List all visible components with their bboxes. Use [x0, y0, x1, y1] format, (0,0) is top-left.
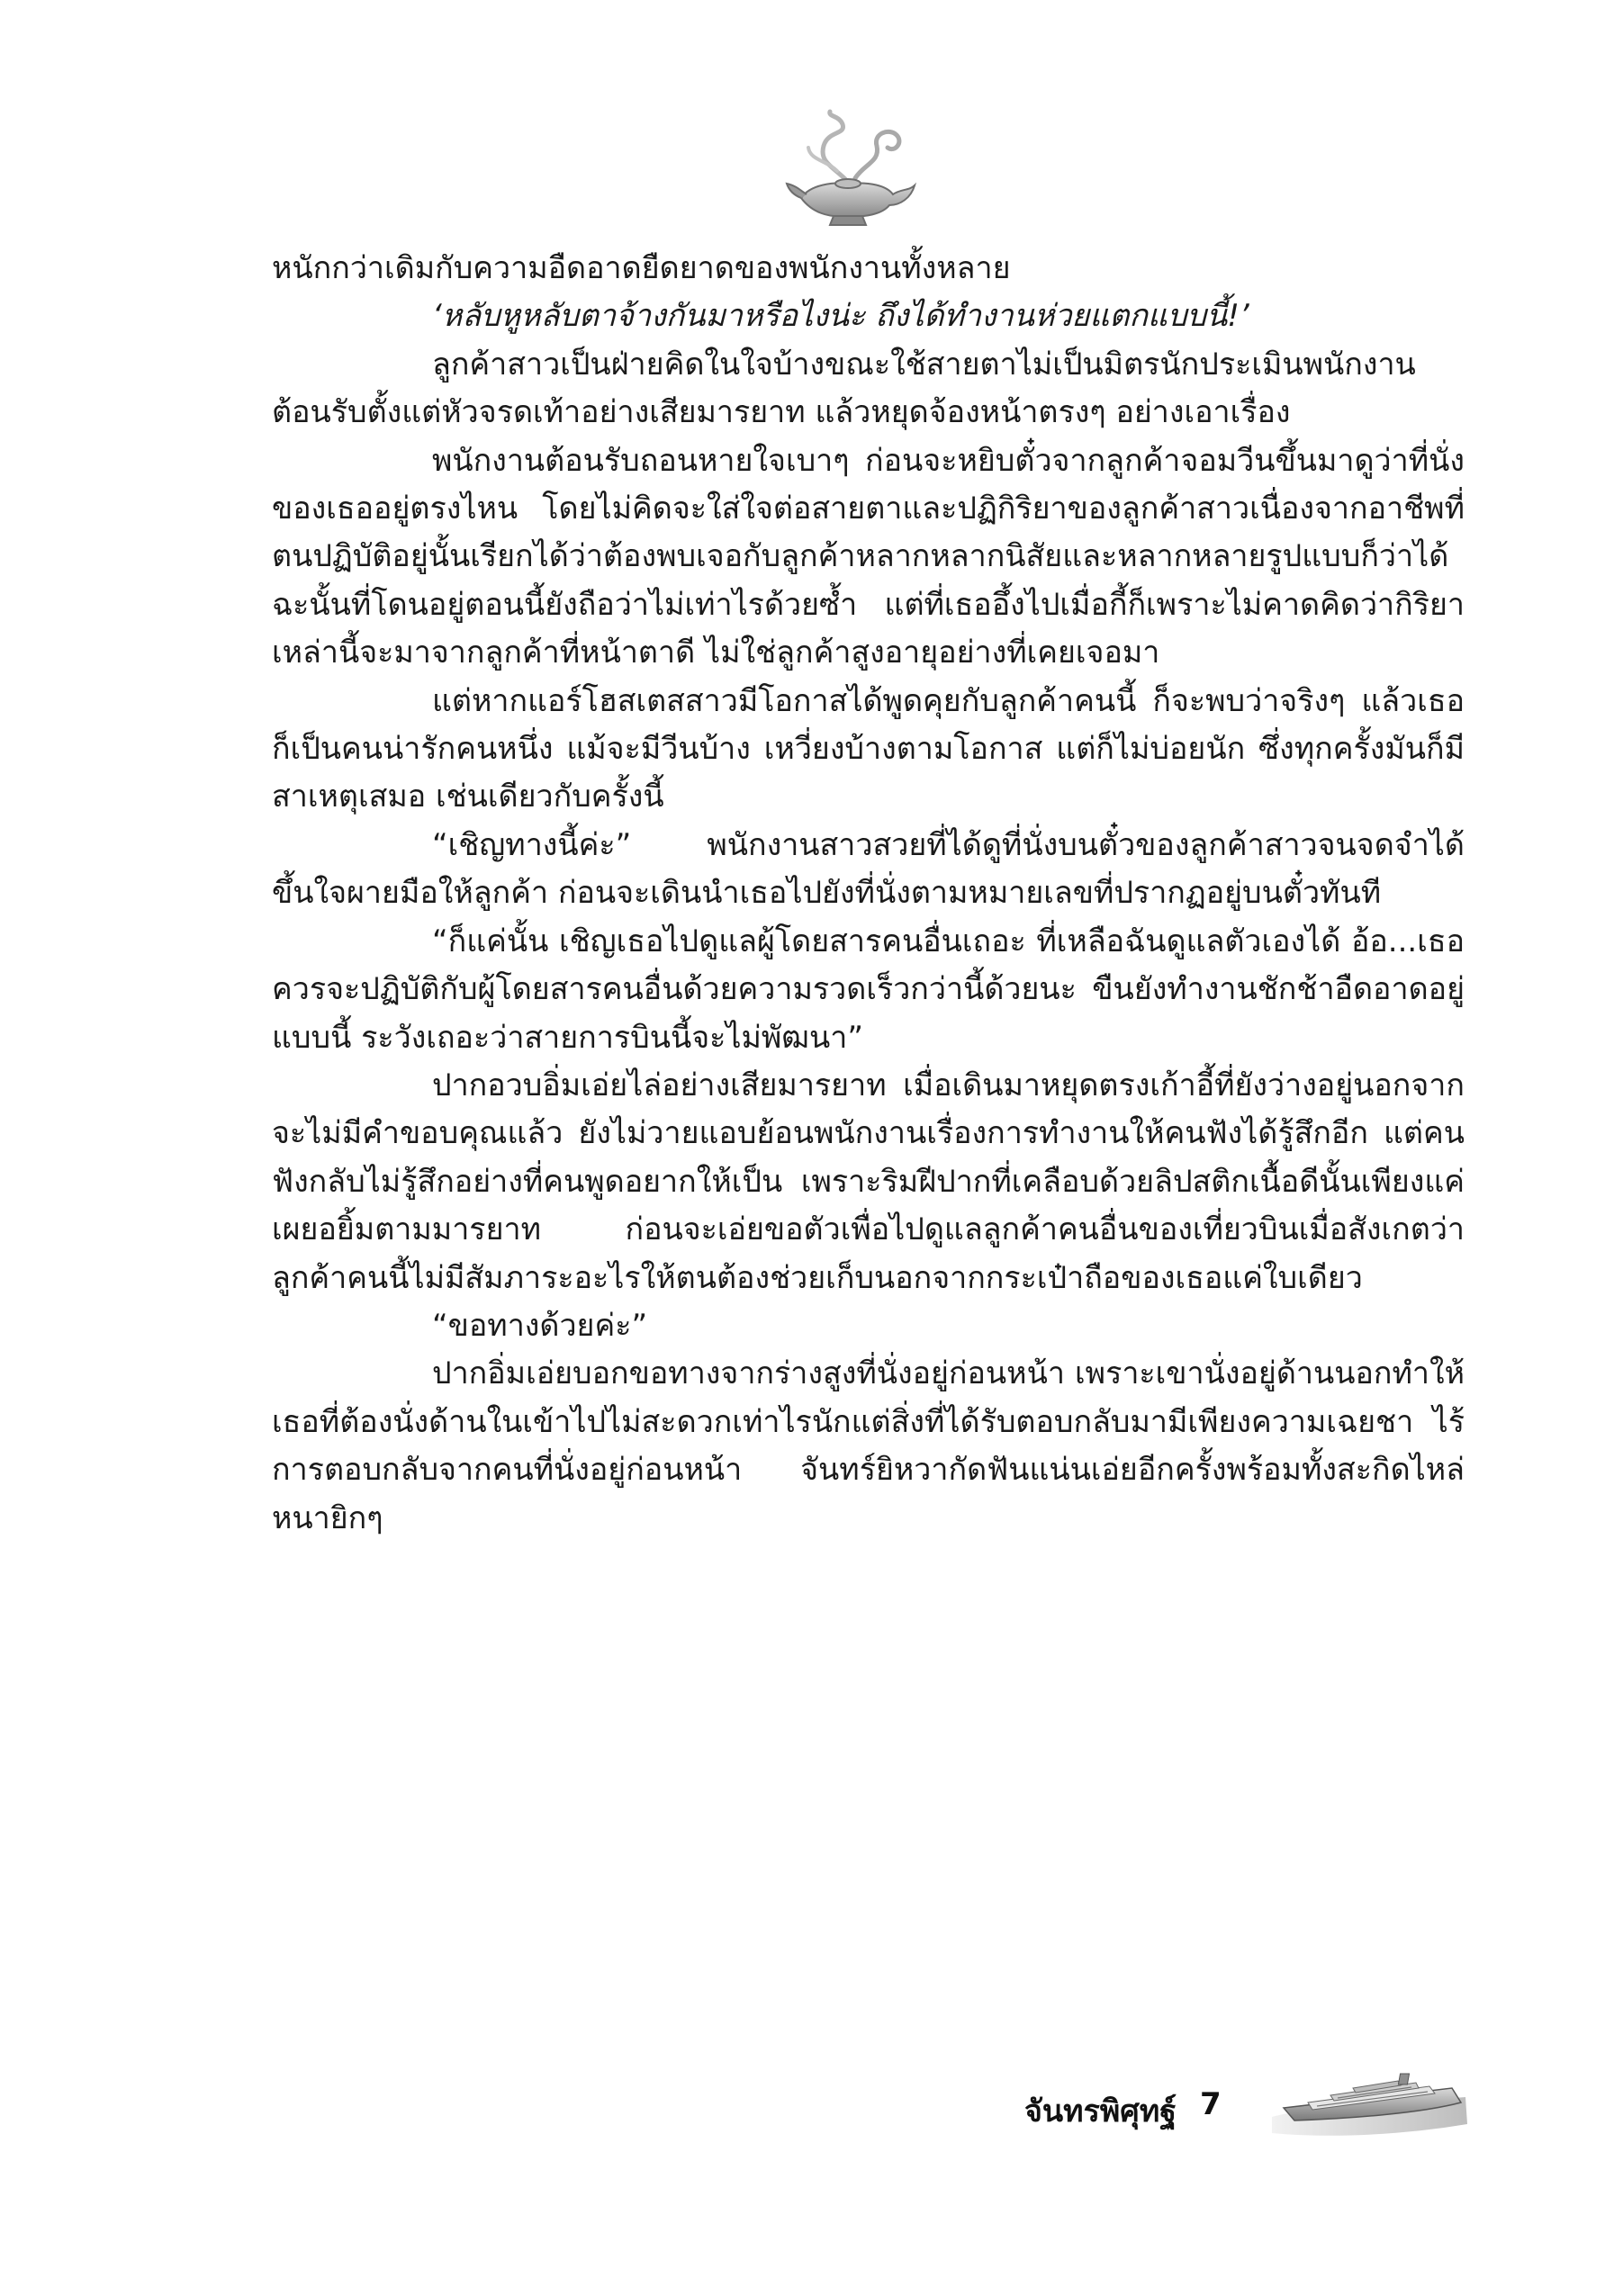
paragraph: ปากอิ่มเอ่ยบอกขอทางจากร่างสูงที่นั่งอยู่ก่อนหน้า เพราะเขานั่งอยู่ด้านนอกทำให้เธอที่ต้องนั่งด้านในเข้าไปไม่สะดวกเท่าไรนักแต่สิ่งที่ได้รับตอบกลับมามีเพียงความเฉยชา ไร้การตอบกลับจากคนที่นั่งอยู่ก่อนหน้า จันทร์ยิหวากัดฟันแน่นเอ่ยอีกครั้งพร้อมทั้งสะกิดไหล่หนายิกๆ — [272, 1355, 1465, 1536]
paragraph: หนักกว่าเดิมกับความอืดอาดยืดยาดของพนักงานทั้งหลาย — [272, 250, 1011, 286]
cruise-ship-icon — [1267, 2061, 1470, 2142]
paragraph-thought: ‘หลับหูหลับตาจ้างกันมาหรือไงน่ะ ถึงได้ทำงานห่วยแตกแบบนี้!’ — [432, 298, 1249, 335]
story-text — [272, 245, 1465, 1543]
paragraph: พนักงานต้อนรับถอนหายใจเบาๆ ก่อนจะหยิบตั๋วจากลูกค้าจอมวีนขึ้นมาดูว่าที่นั่งของเธออยู่ตรงไหน โดยไม่คิดจะใส่ใจต่อสายตาและปฏิกิริยาของลูกค้าสาวเนื่องจากอาชีพที่ตนปฏิบัติอยู่นั้นเรียกได้ว่าต้องพบเจอกับลูกค้าหลากหลากนิสัยและหลากหลายรูปแบบก็ว่าได้ ฉะนั้นที่โดนอยู่ตอนนี้ยังถือว่าไม่เท่าไรด้วยซ้ำ แต่ที่เธออึ้งไปเมื่อกี้ก็เพราะไม่คาดคิดว่ากิริยาเหล่านี้จะมาจากลูกค้าที่หน้าตาดี ไม่ใช่ลูกค้าสูงอายุอย่างที่เคยเจอมา — [272, 442, 1465, 671]
book-title: จันทรพิศุทฐ์ — [1024, 2093, 1177, 2129]
paragraph: แต่หากแอร์โฮสเตสสาวมีโอกาสได้พูดคุยกับลูกค้าคนนี้ ก็จะพบว่าจริงๆ แล้วเธอก็เป็นคนน่ารักคนหนึ่ง แม้จะมีวีนบ้าง เหวี่ยงบ้างตามโอกาส แต่ก็ไม่บ่อยนัก ซึ่งทุกครั้งมันก็มีสาเหตุเสมอ เช่นเดียวกับครั้งนี้ — [272, 682, 1465, 815]
genie-lamp-icon — [783, 108, 918, 230]
paragraph: ปากอวบอิ่มเอ่ยไล่อย่างเสียมารยาท เมื่อเดินมาหยุดตรงเก้าอี้ที่ยังว่างอยู่นอกจากจะไม่มีคำขอบคุณแล้ว ยังไม่วายแอบย้อนพนักงานเรื่องการทำงานให้คนฟังได้รู้สึกอีก แต่คนฟังกลับไม่รู้สึกอย่างที่คนพูดอยากให้เป็น เพราะริมฝีปากที่เคลือบด้วยลิปสติกเนื้อดีนั้นเพียงแค่เผยอยิ้มตามมารยาท ก่อนจะเอ่ยขอตัวเพื่อไปดูแลลูกค้าคนอื่นของเที่ยวบินเมื่อสังเกตว่าลูกค้าคนนี้ไม่มีสัมภาระอะไรให้ตนต้องช่วยเก็บนอกจากกระเป๋าถือของเธอแค่ใบเดียว — [272, 1067, 1465, 1296]
paragraph-dialogue: “เชิญทางนี้ค่ะ” พนักงานสาวสวยที่ได้ดูที่นั่งบนตั๋วของลูกค้าสาวจนจดจำได้ขึ้นใจผายมือให้ลูกค้า ก่อนจะเดินนำเธอไปยังที่นั่งตามหมายเลขที่ปรากฏอยู่บนตั๋วทันที — [272, 826, 1465, 912]
page-number: 7 — [1200, 2086, 1222, 2122]
paragraph-dialogue: “ขอทางด้วยค่ะ” — [432, 1307, 648, 1344]
paragraph: ลูกค้าสาวเป็นฝ่ายคิดในใจบ้างขณะใช้สายตาไม่เป็นมิตรนักประเมินพนักงานต้อนรับตั้งแต่หัวจรดเท้าอย่างเสียมารยาท แล้วหยุดจ้องหน้าตรงๆ อย่างเอาเรื่อง — [272, 346, 1416, 431]
paragraph-dialogue: “ก็แค่นั้น เชิญเธอไปดูแลผู้โดยสารคนอื่นเถอะ ที่เหลือฉันดูแลตัวเองได้ อ้อ...เธอควรจะปฏิบัติกับผู้โดยสารคนอื่นด้วยความรวดเร็วกว่านี้ด้วยนะ ขืนยังทำงานชักช้าอืดอาดอยู่แบบนี้ ระวังเถอะว่าสายการบินนี้จะไม่พัฒนา” — [272, 923, 1465, 1056]
